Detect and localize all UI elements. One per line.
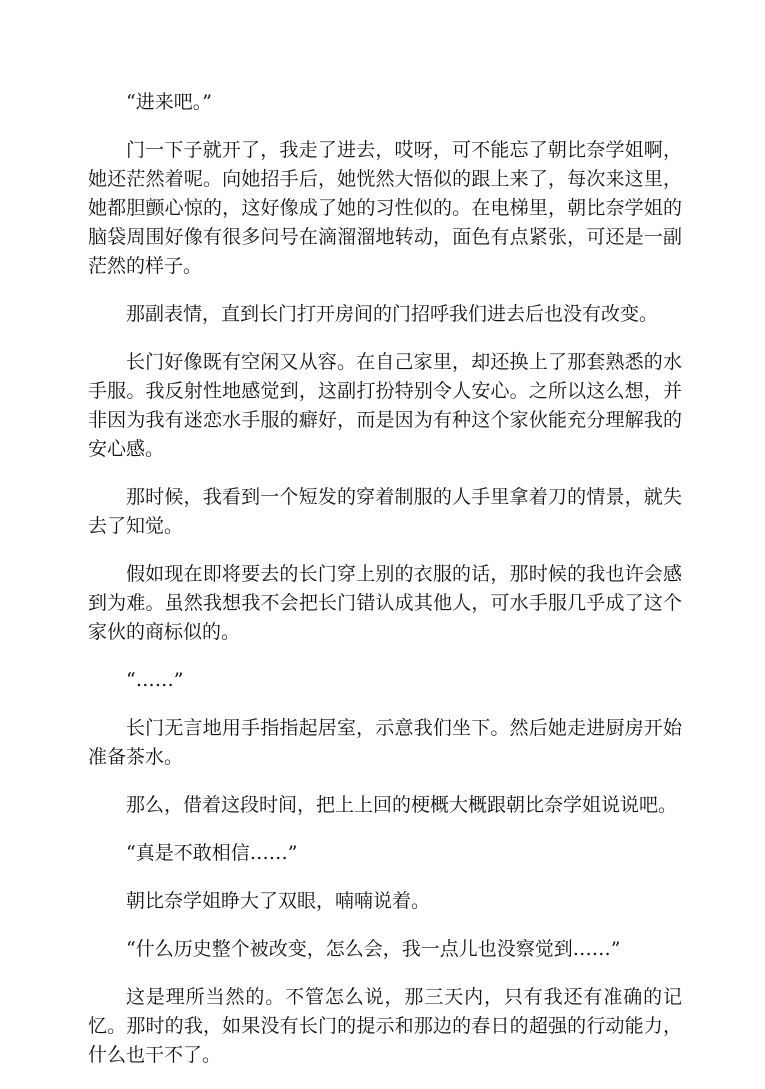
paragraph-sailor-uniform: 长门好像既有空闲又从容。在自己家里，却还换上了那套熟悉的水手服。我反射性地感觉到，这副打扮特别令人安心。之所以这么想，并非因为我有迷恋水手服的癖好，而是因为有种这个家伙能充分理解我的安心感。	[88, 351, 682, 460]
paragraph-lost-consciousness: 那时候，我看到一个短发的穿着制服的人手里拿着刀的情景，就失去了知觉。	[88, 486, 682, 537]
paragraph-dialogue-unbelievable: “真是不敢相信……”	[126, 842, 298, 864]
paragraph-entering-elevator: 门一下子就开了，我走了进去，哎呀，可不能忘了朝比奈学姐啊，她还茫然着呢。向她招手后，她恍然大悟似的跟上来了，每次来这里，她都胆颤心惊的，这好像成了她的习性似的。在电梯里，朝比奈学姐的脑袋周围好像有很多问号在滴溜溜地转动，面色有点紧张，可还是一副茫然的样子。	[88, 139, 682, 277]
paragraph-murmur: 朝比奈学姐睁大了双眼，喃喃说着。	[126, 890, 431, 912]
paragraph-dialogue-come-in: “进来吧。”	[126, 91, 212, 113]
paragraph-summary: 那么，借着这段时间，把上上回的梗概大概跟朝比奈学姐说说吧。	[126, 794, 678, 816]
paragraph-expression-unchanged: 那副表情，直到长门打开房间的门招呼我们进去后也没有改变。	[126, 303, 659, 325]
paragraph-dialogue-history-changed: “什么历史整个被改变，怎么会，我一点儿也没察觉到……”	[126, 938, 621, 960]
paragraph-trademark: 假如现在即将要去的长门穿上别的衣服的话，那时候的我也许会感到为难。虽然我想我不会把长门错认成其他人，可水手服几乎成了这个家伙的商标似的。	[88, 563, 682, 643]
paragraph-three-days-memory: 这是理所当然的。不管怎么说，那三天内，只有我还有准确的记忆。那时的我，如果没有长门的提示和那边的春日的超强的行动能力，什么也干不了。	[88, 986, 682, 1066]
document-page	[88, 88, 682, 1089]
paragraph-dialogue-ellipsis: “……”	[126, 669, 184, 691]
paragraph-preparing-tea: 长门无言地用手指指起居室，示意我们坐下。然后她走进厨房开始准备茶水。	[88, 717, 682, 768]
